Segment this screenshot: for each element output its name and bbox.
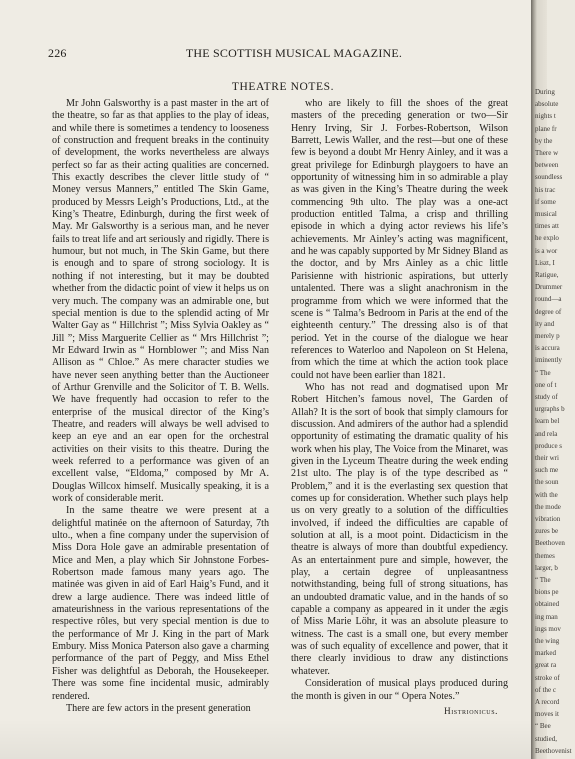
adjacent-page-fragment: his trac bbox=[535, 185, 556, 194]
paragraph-opera-notes: Consideration of musical plays produced during the month is given in our “ Opera Notes.” bbox=[291, 678, 508, 702]
adjacent-page-fragment: produce s bbox=[535, 441, 563, 450]
page-number: 226 bbox=[48, 46, 67, 60]
adjacent-page-fragment: Ratigue, bbox=[535, 271, 559, 279]
adjacent-page-fragment: soundless bbox=[535, 173, 563, 182]
adjacent-page-fragment: by the bbox=[535, 136, 553, 145]
paragraph-voice-from-minaret: Who has not read and dogmatised upon Mr Robert Hitchen’s famous novel, The Garden of Allah? It is the sort of book that simply clamours for discussion. And admirers of the author had a splendid opportunity of estimating the dramatic quality of his work when his play, The Voice from the Minaret, was given in the Lyceum Theatre during the week ending 21st ulto. The play is of the type described as “ Problem,” and it is the everlasting sex question that comes up for consideration. Whether such plays help us on very greatly to a solution of the difficulties involved, if indeed the difficulties are capable of solution at all, is a moot point. Didacticism in the theatre is always of more than doubtful expediency. As an entertainment pure and simple, however, the play, a certain degree of unpleasantness notwithstanding, being full of strong situations, has an undoubted dramatic value, and in the hands of so capable a company as appeared in it under the ægis of Miss Marie Löhr, it was an absolute pleasure to witness. The cast is a small one, but every member was of such equality of excellence and power, that it there clearly invidious to draw any distinctions whatever. bbox=[291, 381, 508, 677]
adjacent-page-fragment: the soun bbox=[535, 478, 559, 487]
adjacent-page-fragment: the mode bbox=[535, 502, 561, 511]
adjacent-page-fragment: absolute bbox=[535, 100, 559, 109]
adjacent-page-fragment: bions pe bbox=[535, 588, 559, 597]
adjacent-page-fragment: with the bbox=[535, 490, 558, 499]
adjacent-page-fragment: zures be bbox=[535, 527, 559, 536]
adjacent-page-fragment: studied, bbox=[535, 734, 557, 743]
adjacent-page-fragment: times att bbox=[535, 222, 559, 231]
adjacent-page-fragment: round—a bbox=[535, 295, 562, 304]
adjacent-page-fragment: moves it bbox=[535, 710, 559, 719]
adjacent-page-edge bbox=[531, 0, 572, 759]
adjacent-page-fragment: of the c bbox=[535, 685, 556, 694]
page-shadow bbox=[0, 719, 531, 759]
adjacent-page-fragment: their wri bbox=[535, 454, 559, 462]
adjacent-page-fragment: Beethovenist bbox=[535, 746, 572, 755]
adjacent-page-fragment: A record bbox=[535, 698, 560, 706]
adjacent-page-fragment: vibration bbox=[535, 515, 561, 523]
adjacent-page-fragment: “ The bbox=[535, 368, 551, 377]
adjacent-page-fragment: Beethoven bbox=[535, 539, 565, 548]
right-column bbox=[291, 98, 508, 717]
adjacent-page-fragment: and rela bbox=[535, 429, 558, 438]
adjacent-page-fragment: the wing bbox=[535, 637, 560, 645]
adjacent-page-fragment: marked bbox=[535, 649, 556, 658]
adjacent-page-fragment: obtained bbox=[535, 600, 560, 609]
adjacent-page-fragment: he explo bbox=[535, 234, 559, 243]
adjacent-page-fragment: There w bbox=[535, 149, 559, 157]
adjacent-page-fragment: nights t bbox=[535, 112, 556, 121]
magazine-title: THE SCOTTISH MUSICAL MAGAZINE. bbox=[185, 46, 403, 60]
adjacent-page-fragment: themes bbox=[535, 551, 555, 560]
adjacent-page-fragment: musical bbox=[535, 210, 557, 218]
adjacent-page-fragment: learn bel bbox=[535, 417, 560, 426]
paragraph-actors-intro: There are few actors in the present generation bbox=[66, 702, 251, 714]
adjacent-page-fragment: one of t bbox=[535, 380, 557, 389]
adjacent-page-fragment: if some bbox=[535, 197, 556, 206]
paragraph-talma: who are likely to fill the shoes of the great masters of the preceding generation or two—Sir Henry Irving, Sir J. Forbes-Robertson, Wilson Barrett, Lewis Waller, and the rest—but one of these few is beyond a doubt Mr Henry Ainley, and it was a great privilege for Edinburgh playgoers to have an opportunity of witnessing him in so admirable a play as was given in the King’s Theatre during the week commencing 9th ulto. The play was a one-act production entitled Talma, a crisp and thrilling episode in which a dying actor reviews his life’s achievements. Mr Ainley’s acting was magnificent, and he was capably supported by Mr Sidney Bland as the doctor, and by Mrs Ainley as a chic little Parisienne with histrionic aspirations, but utterly untalented. There was a slight anachronism in the programme from which we were informed that the scene is “ Talma’s Bedroom in Paris at the end of the eighteenth century.” The dressing also is of that period. Yet in the course of the dialogue we hear references to Waterloo and Napoleon on St Helena, from which the time at which the action took place could not have been earlier than 1821. bbox=[291, 98, 508, 381]
adjacent-page-fragment: is accura bbox=[535, 344, 560, 353]
adjacent-page-fragment: between bbox=[535, 161, 559, 170]
adjacent-page-fragment: “ The bbox=[535, 576, 551, 584]
adjacent-page-fragment: Liszt, I bbox=[535, 258, 555, 267]
author-signature: Histrionicus. bbox=[444, 705, 498, 716]
adjacent-page-fragment: degree of bbox=[535, 307, 562, 316]
adjacent-page-fragment: larger, b bbox=[535, 563, 558, 572]
adjacent-page-fragment: study of bbox=[535, 393, 558, 401]
running-header bbox=[48, 46, 518, 60]
paragraph-mice-and-men: In the same theatre we were present at a delightful matinée on the afternoon of Saturday, 7th ulto., when a fine company under the supervision of Miss Dora Hole gave an admirable presentation of Mice and Men, a play which Sir Johnstone Forbes-Robertson made famous many years ago. The matinée was given in aid of Earl Haig’s Fund, and it drew a large audience. There was indeed little of amateurishness in the various representations of the respective rôles, but very special mention is due to the performance of Mr J. King in the part of Mark Embury. Miss Monica Paterson also gave a charming performance of the part of Peggy, and Miss Ethel Fisher was delightful as Deborah, the Housekeeper. There was some fine incidental music, admirably rendered. bbox=[52, 505, 269, 702]
adjacent-page-fragment: ing man bbox=[535, 612, 558, 621]
adjacent-page-fragment: iminently bbox=[535, 356, 562, 365]
section-title: THEATRE NOTES. bbox=[231, 81, 335, 93]
adjacent-page-fragment: such me bbox=[535, 466, 559, 475]
adjacent-page-fragment: urgraphs b bbox=[535, 405, 565, 414]
adjacent-page-fragment: is a wor bbox=[535, 246, 558, 255]
adjacent-page-fragment: plane fr bbox=[535, 124, 557, 133]
adjacent-page-fragment: During bbox=[535, 88, 555, 96]
paragraph-skin-game: Mr John Galsworthy is a past master in the art of the theatre, so far as that applies to the play of ideas, and while there is sometimes a tendency to looseness of construction and frequent breaks in the continuity of development, the works nevertheless are always perfect so far as their acting qualities are concerned. This exactly describes the clever little study of “ Money versus Manners,” entitled The Skin Game, produced by Messrs Leigh’s Productions, Ltd., at the King’s Theatre, Edinburgh, during the first week of May. Mr Galsworthy is a serious man, and he never fails to treat life and art seriously and rigidly. There is humour, but not much, in The Skin Game, but there is enough and to spare of strong sociology. It is nothing if not interesting, but it may be doubted whether from the didactic point of view it helps us on very much. The company was an admirable one, but special mention is due to the splendid acting of Mr Walter Gay as “ Hillchrist ”; Miss Sylvia Oakley as “ Jill ”; Miss Marguerite Cellier as “ Mrs Hillchrist ”; Mr Edward Irwin as “ Hornblower ”; and Miss Nan Allison as “ Chloe.” As mere character studies we have never seen anything better than the Auctioneer of Arthur Grenville and the Solicitor of T. B. Wells. We have frequently had occasion to refer to the enterprise of the musical director of the King’s Theatre, and readers will always be well advised to keep an eye and an ear open for the orchestral activities on their visits to this theatre. During the week referred to a performance was given of an excellent valse, “Eldoma,” composed by Mr A. Douglas Willcox himself. Musically speaking, it is a work of considerable merit. bbox=[52, 98, 269, 504]
adjacent-page-fragment: merely p bbox=[535, 332, 560, 340]
adjacent-page-fragment: stroke of bbox=[535, 673, 560, 682]
adjacent-page-fragment: ity and bbox=[535, 319, 555, 328]
left-column bbox=[52, 98, 269, 715]
adjacent-page-fragment: Drummer bbox=[535, 283, 563, 292]
adjacent-page-fragment: great ra bbox=[535, 661, 557, 670]
adjacent-page-fragment: ings mov bbox=[535, 624, 561, 633]
adjacent-page-fragment: “ Bee bbox=[535, 722, 551, 731]
